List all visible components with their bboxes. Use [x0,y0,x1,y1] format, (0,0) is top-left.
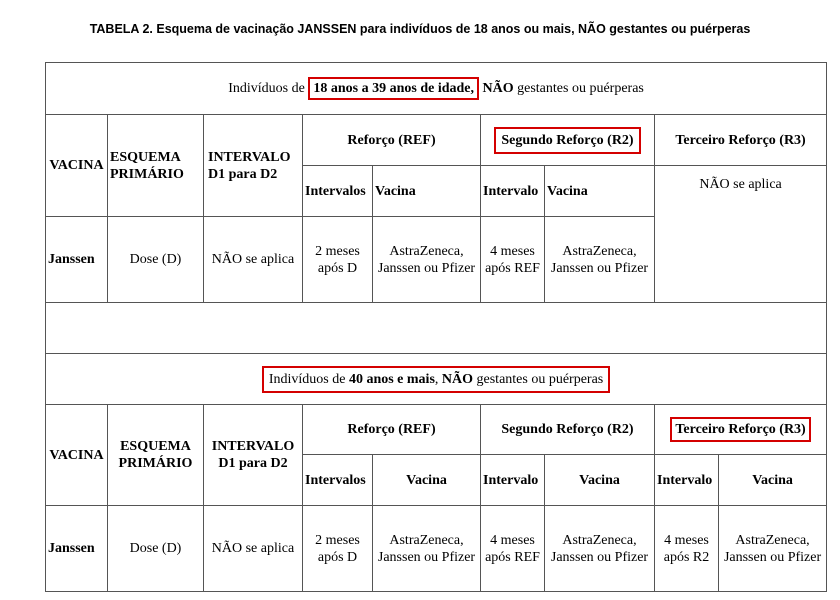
blank-cell [46,303,827,354]
s2-sub-vacina-r2: Vacina [545,455,655,506]
section2-data-row [46,506,827,592]
vaccination-table-wrapper [45,62,826,592]
s2-terceiro-highlight: Terceiro Reforço (R3) [670,417,810,442]
s1-intervalo: NÃO se aplica [204,217,303,303]
s1-sub-vacina-r2: Vacina [545,166,655,217]
s1-sub-vacina: Vacina [373,166,481,217]
s2-sub-intervalo-r3: Intervalo [655,455,719,506]
s2-esquema: Dose (D) [108,506,204,592]
s1-sub-intervalo: Intervalo [481,166,545,217]
s2-col-terceiro [655,405,827,455]
s2-r2-vac: AstraZeneca, Janssen ou Pfizer [545,506,655,592]
s2-intervalo: NÃO se aplica [204,506,303,592]
s2-r2-int: 4 meses após REF [481,506,545,592]
s1-ref-vac: AstraZeneca, Janssen ou Pfizer [373,217,481,303]
s2-col-segundo: Segundo Reforço (R2) [481,405,655,455]
s2-ref-int: 2 meses após D [303,506,373,592]
s1-col-intervalo: INTERVALO D1 para D2 [204,115,303,217]
s2-r3-int: 4 meses após R2 [655,506,719,592]
s2-r3-vac: AstraZeneca, Janssen ou Pfizer [719,506,827,592]
section2-title-highlight: Indivíduos de 40 anos e mais, NÃO gestantes ou puérperas [262,366,610,393]
s2-col-intervalo: INTERVALO D1 para D2 [204,405,303,506]
section1-header-row [46,115,827,166]
table-caption: TABELA 2. Esquema de vacinação JANSSEN para indivíduos de 18 anos ou mais, NÃO gestantes ou puérperas [89,22,751,36]
s1-r3-na: NÃO se aplica [655,166,827,303]
section2-title [46,354,827,405]
s1-vacina: Janssen [46,217,108,303]
blank-row [46,303,827,354]
s2-vacina: Janssen [46,506,108,592]
s1-col-reforco: Reforço (REF) [303,115,481,166]
section1-title-row [46,63,827,115]
s1-segundo-highlight: Segundo Reforço (R2) [494,127,640,154]
s1-col-segundo [481,115,655,166]
s1-sub-intervalos: Intervalos [303,166,373,217]
s1-col-esquema: ESQUEMA PRIMÁRIO [108,115,204,217]
s1-col-vacina: VACINA [46,115,108,217]
s2-sub-vacina-r3: Vacina [719,455,827,506]
s1-r2-int: 4 meses após REF [481,217,545,303]
s2-sub-intervalos: Intervalos [303,455,373,506]
s2-sub-vacina: Vacina [373,455,481,506]
s1-r2-vac: AstraZeneca, Janssen ou Pfizer [545,217,655,303]
section1-age-highlight: 18 anos a 39 anos de idade, [308,77,479,100]
s2-col-esquema: ESQUEMA PRIMÁRIO [108,405,204,506]
s2-ref-vac: AstraZeneca, Janssen ou Pfizer [373,506,481,592]
s1-col-terceiro: Terceiro Reforço (R3) [655,115,827,166]
s1-esquema: Dose (D) [108,217,204,303]
s2-sub-intervalo: Intervalo [481,455,545,506]
section1-title: Indivíduos de 18 anos a 39 anos de idade, NÃO gestantes ou puérperas [46,63,827,115]
section2-title-row [46,354,827,405]
s1-ref-int: 2 meses após D [303,217,373,303]
section2-header-row [46,405,827,455]
s2-col-reforco: Reforço (REF) [303,405,481,455]
vaccination-table [45,62,827,592]
s2-col-vacina: VACINA [46,405,108,506]
